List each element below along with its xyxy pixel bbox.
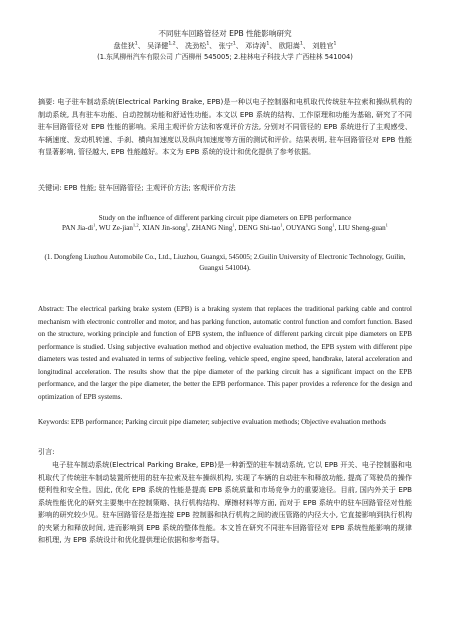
author-affil-mark: 1,2 — [132, 222, 139, 228]
author-affil-mark: 1 — [332, 222, 335, 228]
author-list-zh: 盘佳狄$^1$、 吴泽健$^{1,2}$、 冼劲松$^1$、 张宁$^1$、 邓诗涛$^1$、 欧阳嵩$^1$、 刘胜官$^1$ — [113, 41, 337, 50]
author-name: DENG Shi-tao — [238, 224, 281, 232]
author-name: 欧阳嵩 — [278, 41, 300, 50]
author-affil-mark: 1,2 — [168, 41, 176, 47]
author-affil-mark: 1 — [206, 41, 210, 47]
author-affil-mark: 1 — [232, 222, 235, 228]
abstract-en: Abstract: The electrical parking brake system (EPB) is a braking system that replaces the traditional parking cable and control mechanism with electronic controller and motor, and has parking function, automatic control function and comfort function. Based on the structure, working principle and function of EPB system, the influence of different parking circuit pipe diameters on EPB performance is studied. Using subjective evaluation method and objective evaluation method, the EPB system with different pipe diameters was tested and evaluated in terms of subjective feeling, vehicle speed, engine speed, handbrake, lateral acceleration and longitudinal acceleration. The results show that the pipe diameter of the parking circuit has a significant impact on the EPB performance, and the larger the pipe diameter, the better the EPB performance. This paper provides a reference for the design and optimization of EPB systems. — [38, 305, 412, 401]
author-name: 张宁 — [218, 41, 233, 50]
author-name: 吴泽健 — [147, 41, 169, 50]
author-name: WU Ze-jian — [98, 224, 133, 232]
author-name: ZHANG Ning — [191, 224, 233, 232]
author-affil-mark: 1 — [333, 41, 337, 47]
author-affil-mark: 1 — [93, 222, 96, 228]
author-name: 冼劲松 — [185, 41, 207, 50]
author-affil-mark: 1 — [280, 222, 283, 228]
paper-title-zh: 不同驻车回路管径对 EPB 性能影响研究 — [158, 29, 292, 38]
author-affil-mark: 1 — [185, 222, 189, 228]
author-name: 刘胜官 — [312, 41, 334, 50]
author-list-en: PAN Jia-$di^1$, WU Ze-jian$^{1,2}$, XIAN Jin-song$^1$, ZHANG Ning$^1$, DENG Shi-tao$^1$, OUYANG Song$^1$, LIU Sheng-guan$^1$ — [62, 222, 388, 232]
introduction-heading: 引言: — [38, 447, 55, 456]
paper-title-en: Study on the influence of different parking circuit pipe diameters on EPB performance — [98, 213, 352, 222]
affiliation-en: (1. Dongfeng Liuzhou Automobile Co., Ltd., Liuzhou, Guangxi, 545005; 2.Guilin University of Electronic Technology, Guilin, Guangxi 541004). — [44, 253, 406, 272]
keywords-en: Keywords: EPB performance; Parking circuit pipe diameter; subjective evaluation methods; Objective evaluation methods — [38, 418, 386, 426]
author-name: OUYANG Song — [286, 224, 333, 232]
author-affil-mark: 1 — [134, 41, 138, 47]
author-affil-mark: 1 — [385, 222, 388, 228]
abstract-zh: 摘要: 电子驻车制动系统(Electrical Parking Brake, EPB)是一种以电子控制器和电机取代传统驻车拉索和操纵机构的制动系统, 具有驻车功能、自动控制功能和舒适性功能。本文以 EPB 系统的结构、工作原理和功能为基础, 研究了不同驻车回路管径对 EPB 性能的影响。采用主观评价方法和客观评价方法, 分别对不同管径的 EPB 系统进行了主观感受、车辆速度、发动机转速、手刹、横向加速度以及纵向加速度等方面的测试和评价。结果表明, 驻车回路管径对 EPB 性能有显著影响, 管径越大, EPB 性能越好。本文为 EPB 系统的设计和优化提供了参考依据。 — [38, 97, 412, 156]
introduction-paragraph: 电子驻车制动系统(Electrical Parking Brake, EPB)是一种新型的驻车制动系统, 它以 EPB 开关、电子控制器和电机取代了传统驻车制动装置所使用的驻车拉索及驻车操纵机构, 实现了车辆的自动驻车和释放功能, 提高了驾驶员的操作便利性和安全性。因此, 优化 EPB 系统的性能是提高 EPB 系统质量和市场竞争力的重要途径。目前, 国内外关于 EPB 系统性能优化的研究主要集中在控制策略、执行机构结构、摩擦材料等方面, 而对于 EPB 系统中的驻车回路管径对性能影响的研究较少见。驻车回路管径是指连接 EPB 控制器和执行机构之间的液压管路的内径大小, 它直接影响到执行机构的夹紧力和释放时间, 进而影响到 EPB 系统的整体性能。本文旨在研究不同驻车回路管径对 EPB 系统性能影响的规律和机理, 为 EPB 系统设计和优化提供理论依据和参考指导。 — [38, 460, 412, 544]
author-affil-mark: 1 — [299, 41, 303, 47]
author-affil-mark: 1 — [232, 41, 236, 47]
author-name: 盘佳狄 — [113, 41, 135, 50]
author-affil-mark: 1 — [266, 41, 270, 47]
author-name: 邓诗涛 — [245, 41, 267, 50]
keywords-zh: 关键词: EPB 性能; 驻车回路管径; 主观评价方法; 客观评价方法 — [38, 183, 236, 192]
author-name: XIAN Jin-song — [142, 224, 186, 232]
author-name: LIU Sheng-guan — [338, 224, 386, 232]
author-name: PAN Jia-di — [62, 224, 94, 232]
affiliation-zh: (1.东风柳州汽车有限公司 广西柳州 545005; 2.桂林电子科技大学 广西桂林 541004) — [97, 53, 353, 61]
